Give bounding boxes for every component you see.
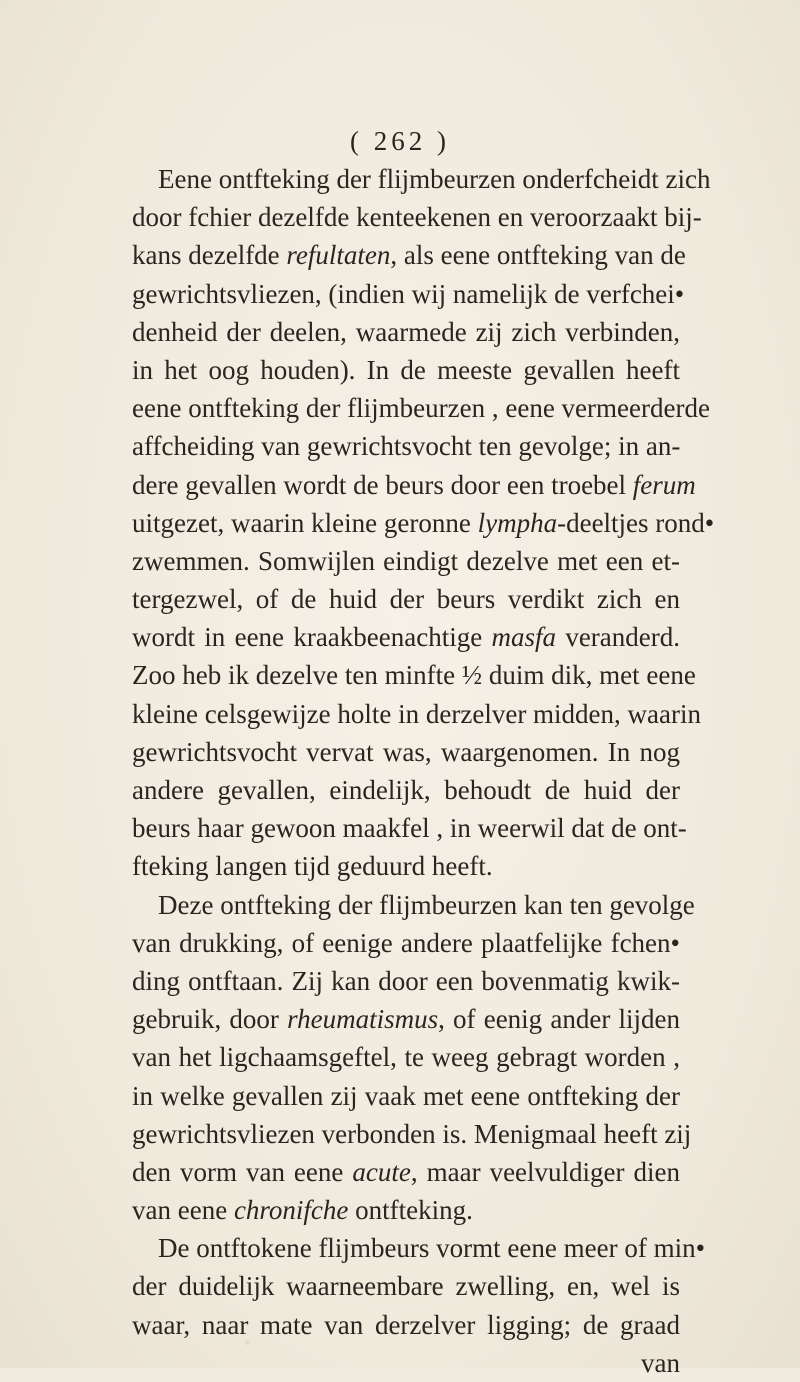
text-line: van eene chronifche ontfteking. — [132, 1195, 473, 1226]
catchword: van — [641, 1347, 680, 1378]
text-line: fteking langen tijd geduurd heeft. — [132, 851, 493, 882]
text-line: zwemmen. Somwijlen eindigt dezelve met een et- — [132, 545, 680, 576]
text-line: Deze ontfteking der flijmbeurzen kan ten gevolge — [158, 889, 695, 920]
text-line: gewrichtsvliezen verbonden is. Menigmaal heeft zij — [132, 1118, 692, 1149]
italic-term: chronifche — [233, 1195, 349, 1226]
text-line: beurs haar gewoon maakfel , in weerwil dat de ont- — [132, 813, 687, 844]
text-line: in het oog houden). In de meeste gevallen heeft — [132, 354, 680, 385]
text-line: gebruik, door rheumatismus, of eenig ander lijden — [132, 1004, 680, 1035]
text-line: door fchier dezelfde kenteekenen en veroorzaakt bij- — [132, 202, 702, 233]
text-line: kans dezelfde refultaten, als eene ontfteking van de — [132, 240, 686, 271]
text-line: De ontftokene flijmbeurs vormt eene meer of min• — [158, 1233, 706, 1264]
text-line: in welke gevallen zij vaak met eene ontfteking der — [132, 1080, 680, 1111]
text-line: der duidelijk waarneembare zwelling, en, wel is — [132, 1271, 680, 1302]
text-line: waar, naar mate van derzelver ligging; de graad — [132, 1309, 680, 1340]
text-line: kleine celsgewijze holte in derzelver midden, waarin — [132, 698, 702, 729]
text-line: gewrichtsvliezen, (indien wij namelijk de verfchei• — [132, 278, 685, 309]
page-number: ( 262 ) — [350, 126, 450, 156]
text-line: eene ontfteking der flijmbeurzen , eene vermeerderde — [132, 393, 710, 424]
text-line: den vorm van eene acute, maar veelvuldiger dien — [132, 1156, 680, 1187]
text-line: denheid der deelen, waarmede zij zich verbinden, — [132, 316, 680, 347]
text-line: van drukking, of eenige andere plaatfelijke fchen• — [132, 927, 680, 958]
text-line: dere gevallen wordt de beurs door een troebel ferum — [132, 469, 696, 500]
italic-term: acute — [352, 1156, 411, 1187]
text-line: gewrichtsvocht vervat was, waargenomen. In nog — [132, 736, 680, 767]
italic-term: masfa — [491, 622, 557, 653]
text-line: affcheiding van gewrichtsvocht ten gevolge; in an- — [132, 431, 681, 462]
text-line: Zoo heb ik dezelve ten minfte ½ duim dik, met eene — [132, 660, 696, 691]
text-line: wordt in eene kraakbeenachtige masfa veranderd. — [132, 622, 681, 653]
italic-term: refultaten — [286, 240, 391, 271]
italic-term: ferum — [632, 469, 696, 500]
italic-term: rheumatismus — [287, 1004, 439, 1035]
text-line: andere gevallen, eindelijk, behoudt de huid der — [132, 775, 680, 805]
italic-term: lympha — [477, 507, 558, 538]
text-line: tergezwel, of de huid der beurs verdikt zich en — [132, 584, 680, 615]
text-line: ding ontftaan. Zij kan door een bovenmatig kwik- — [132, 965, 680, 996]
text-line: Eene ontfteking der flijmbeurzen onderfcheidt zich — [158, 164, 711, 194]
text-line: uitgezet, waarin kleine geronne lympha-deeltjes rond• — [132, 507, 715, 538]
body-text — [132, 160, 715, 1382]
text-line: van het ligchaamsgeftel, te weeg gebragt worden , — [132, 1042, 680, 1073]
